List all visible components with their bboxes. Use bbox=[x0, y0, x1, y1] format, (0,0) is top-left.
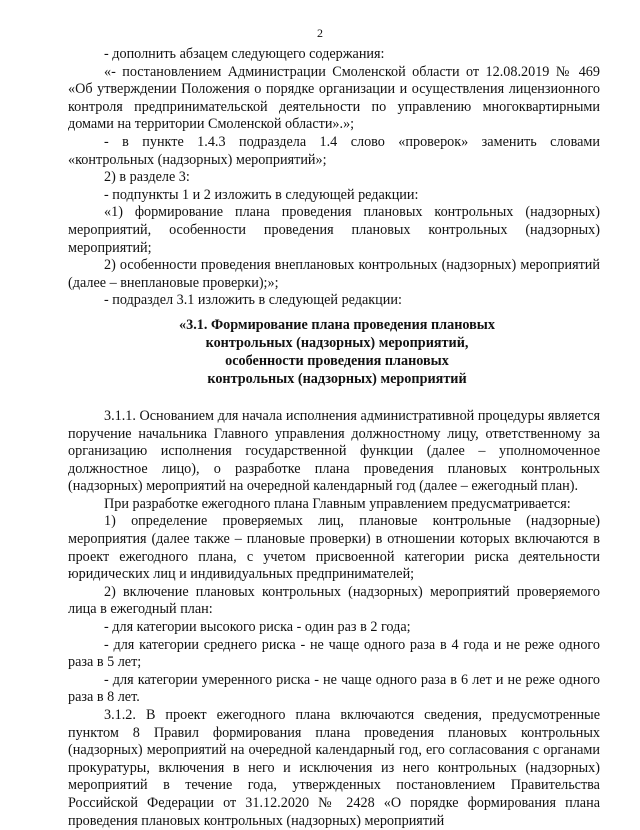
spacer bbox=[68, 388, 600, 408]
heading-line: контрольных (надзорных) мероприятий bbox=[207, 370, 467, 387]
paragraph: 2) включение плановых контрольных (надзорных) мероприятий проверяемого лица в ежегодный план: bbox=[68, 583, 600, 618]
heading-line: особенности проведения плановых bbox=[225, 352, 449, 369]
paragraph: 3.1.2. В проект ежегодного плана включаются сведения, предусмотренные пунктом 8 Правил формирования плана проведения плановых контрольных (надзорных) мероприятий на очередной календарный год, его согласования с органами прокуратуры, включения в него и исключения из него контрольных (надзорных) мероприятий в течение года, утвержденных постановлением Правительства Российской Федерации от 31.12.2020 № 2428 «О порядке формирования плана проведения плановых контрольных (надзорных) мероприятий bbox=[68, 707, 600, 829]
paragraph: - для категории высокого риска - один раз в 2 года; bbox=[104, 619, 411, 636]
heading-line: «3.1. Формирование плана проведения плановых bbox=[179, 316, 495, 333]
paragraph: - для категории среднего риска - не чаще одного раза в 4 года и не реже одного раза в 5 лет; bbox=[68, 636, 600, 671]
paragraph: При разработке ежегодного плана Главным управлением предусматривается: bbox=[104, 495, 571, 512]
paragraph: - подраздел 3.1 изложить в следующей редакции: bbox=[104, 292, 402, 309]
paragraph: «- постановлением Администрации Смоленской области от 12.08.2019 № 469 «Об утверждении Положения о порядке организации и осуществления лицензионного контроля предпринимательской деятельности по управлению многоквартирными домами на территории Смоленской области».»; bbox=[68, 63, 600, 133]
paragraph: - в пункте 1.4.3 подраздела 1.4 слово «проверок» заменить словами «контрольных (надзорных) мероприятий»; bbox=[68, 133, 600, 168]
document-body bbox=[68, 46, 600, 830]
paragraph: - дополнить абзацем следующего содержания: bbox=[104, 46, 385, 62]
paragraph: 2) особенности проведения внеплановых контрольных (надзорных) мероприятий (далее – внеплановые проверки);»; bbox=[68, 257, 600, 291]
paragraph: 2) в разделе 3: bbox=[104, 169, 190, 186]
paragraph: - для категории умеренного риска - не чаще одного раза в 6 лет и не реже одного раза в 8 лет. bbox=[68, 671, 600, 706]
paragraph: «1) формирование плана проведения плановых контрольных (надзорных) мероприятий, особенности проведения плановых контрольных (надзорных) мероприятий; bbox=[68, 204, 600, 256]
paragraph: 1) определение проверяемых лиц, плановые контрольные (надзорные) мероприятия (далее также – плановые проверки) в отношении которых включаются в проект ежегодного плана, с учетом присвоенной категории риска деятельности юридических лиц и индивидуальных предпринимателей; bbox=[68, 513, 600, 583]
heading-line: контрольных (надзорных) мероприятий, bbox=[205, 334, 469, 351]
section-heading bbox=[68, 316, 600, 388]
paragraph: - подпункты 1 и 2 изложить в следующей редакции: bbox=[104, 186, 419, 203]
page-number: 2 bbox=[317, 26, 323, 40]
paragraph: 3.1.1. Основанием для начала исполнения административной процедуры является поручение начальника Главного управления должностному лицу, ответственному за организацию исполнения государственной функции (далее – уполномоченное должностное лицо), о разработке плана проведения плановых контрольных (надзорных) мероприятий на очередной календарный год (далее – ежегодный план). bbox=[68, 407, 600, 495]
